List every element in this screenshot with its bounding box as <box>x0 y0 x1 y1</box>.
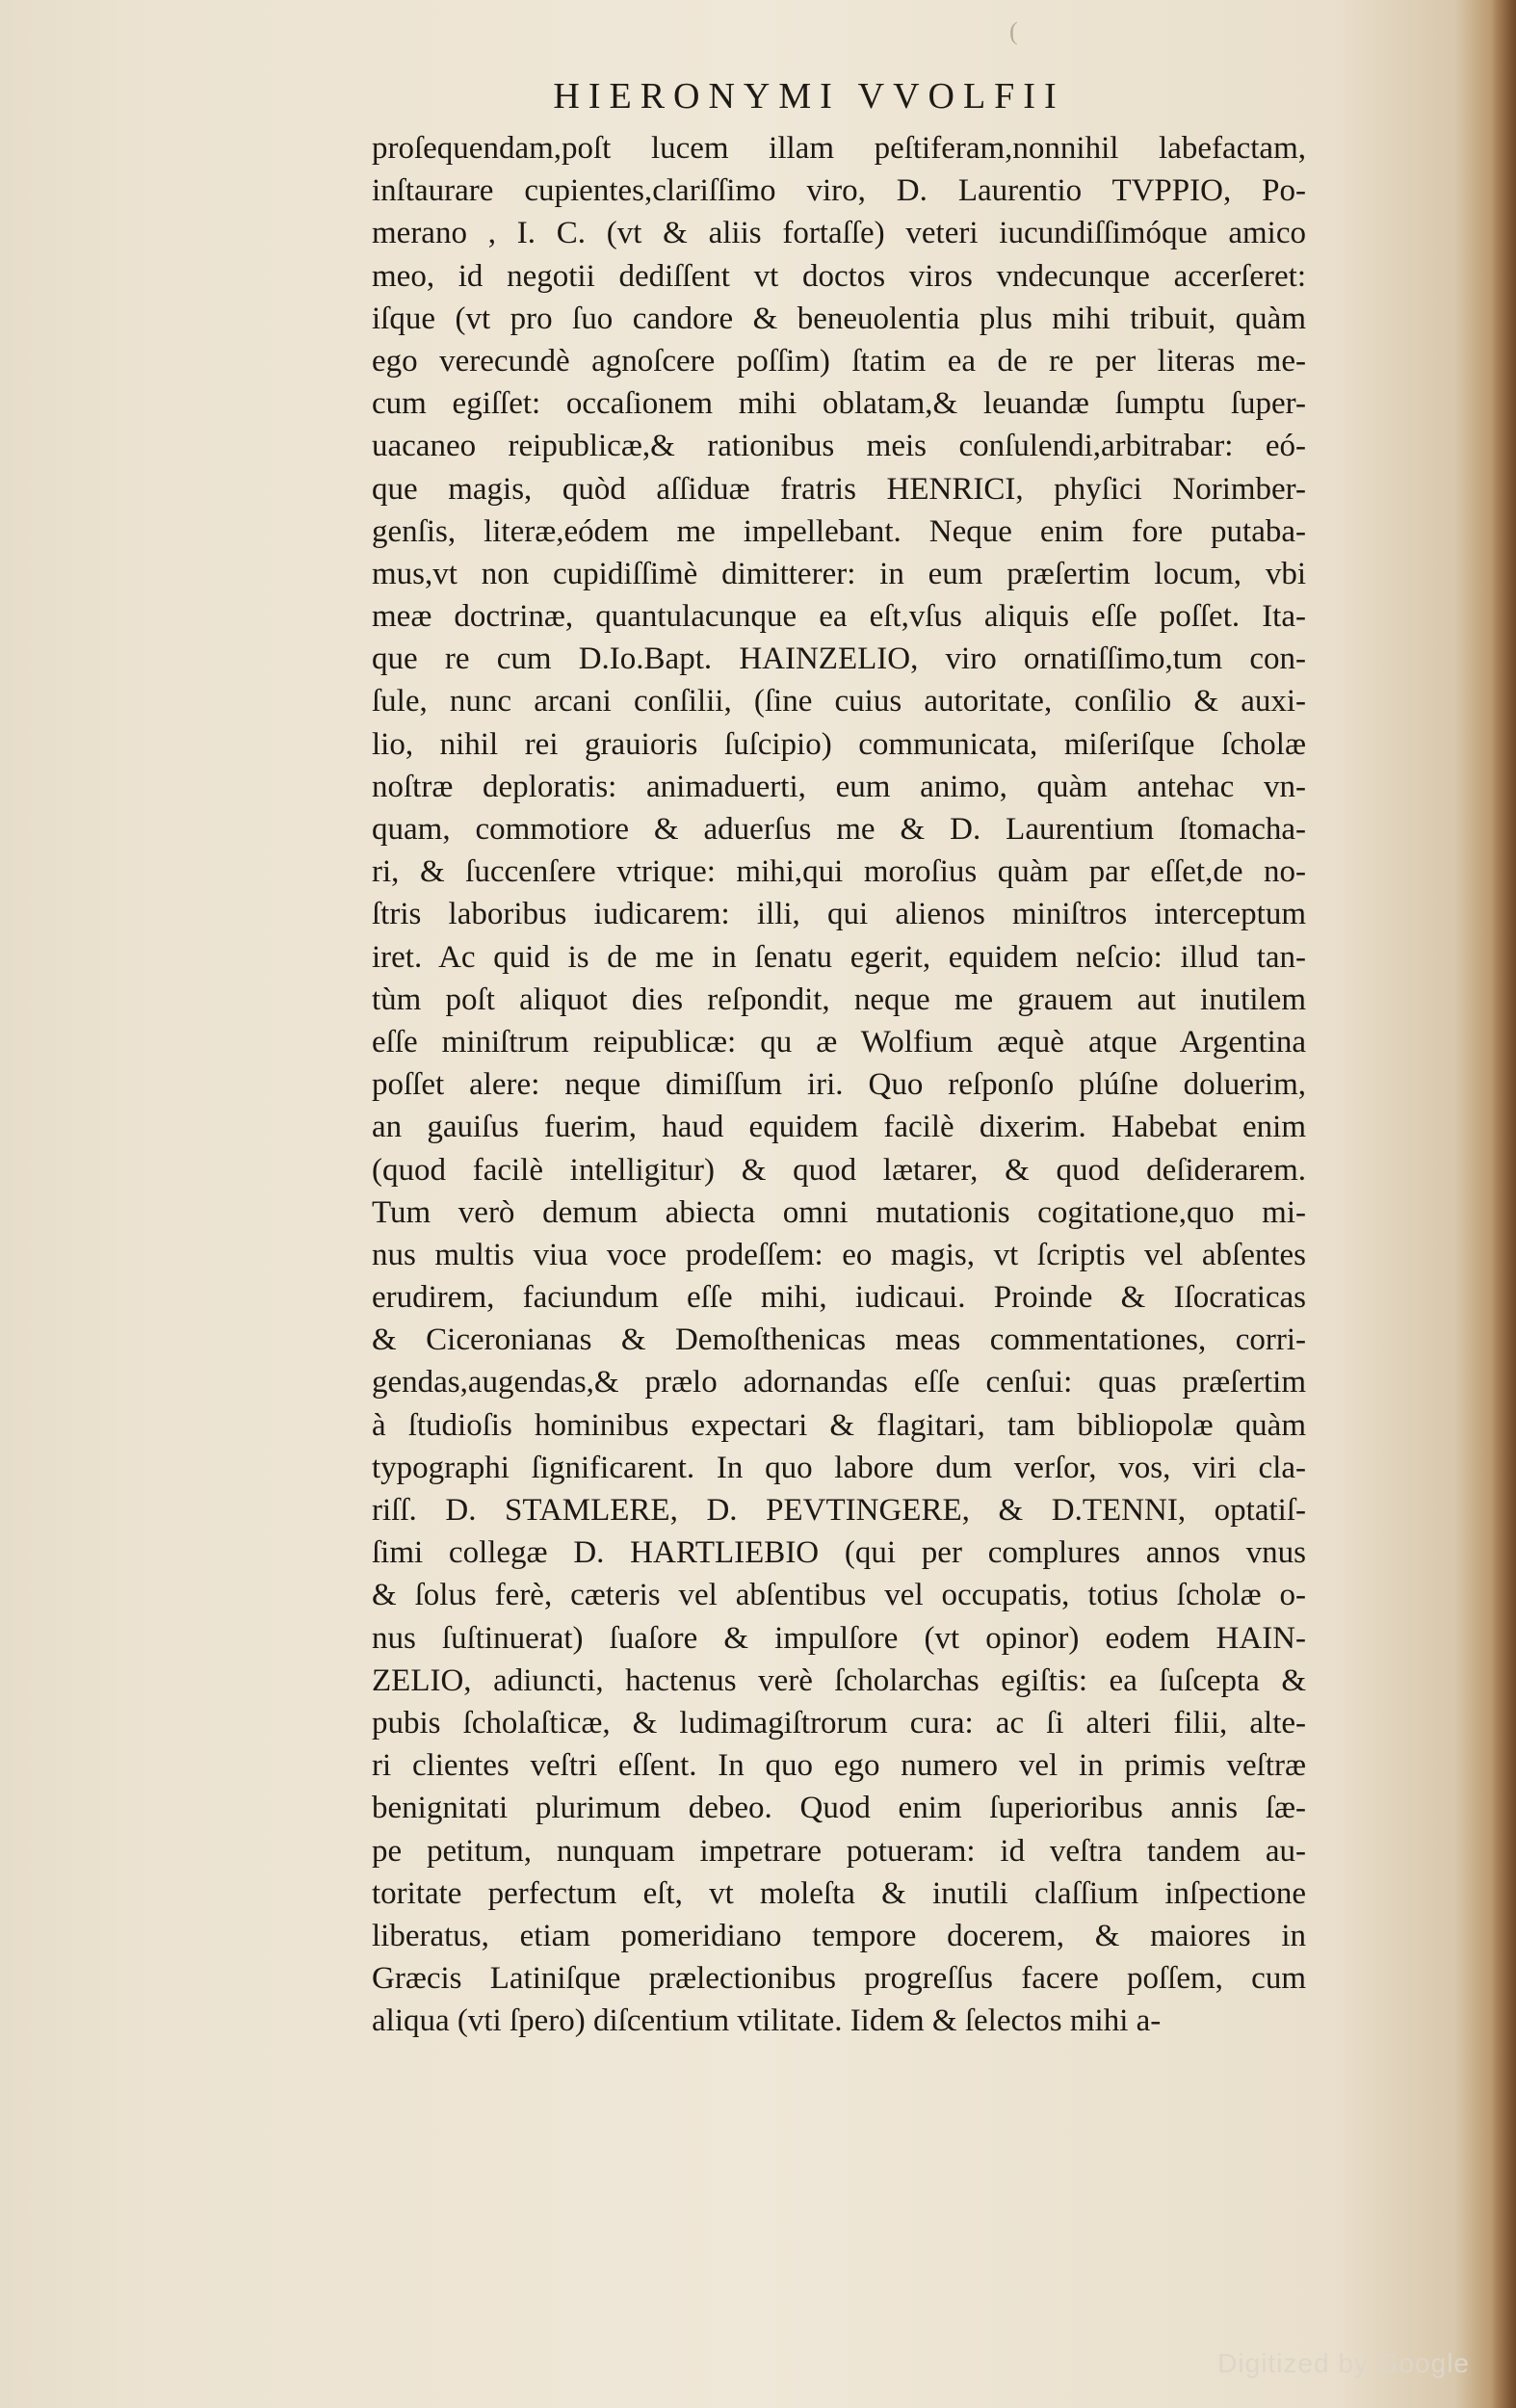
text-line: typographi ſignificarent. In quo labore dum verſor, vos, viri cla- <box>372 1450 1306 1485</box>
text-line: genſis, literæ,eódem me impellebant. Neque enim fore putaba- <box>372 513 1306 549</box>
text-line: meæ doctrinæ, quantulacunque ea eſt,vſus aliquis eſſe poſſet. Ita- <box>372 599 1306 635</box>
text-line: nus ſuſtinuerat) ſuaſore & impulſore (vt opinor) eodem HAIN- <box>372 1620 1306 1656</box>
text-line: an gauiſus fuerim, haud equidem facilè dixerim. Habebat enim <box>372 1110 1306 1145</box>
text-line: poſſet alere: neque dimiſſum iri. Quo reſponſo plúſne doluerim, <box>372 1067 1306 1103</box>
text-line: & Ciceronianas & Demoſthenicas meas commentationes, corri- <box>372 1322 1306 1358</box>
text-line: ZELIO, adiuncti, hactenus verè ſcholarchas egiſtis: ea ſuſcepta & <box>372 1662 1306 1698</box>
folio-mark: ( <box>1009 17 1018 45</box>
text-line: Tum verò demum abiecta omni mutationis cogitatione,quo mi- <box>372 1194 1306 1230</box>
text-line: à ſtudioſis hominibus expectari & flagitari, tam bibliopolæ quàm <box>372 1407 1306 1443</box>
text-line: que re cum D.Io.Bapt. HAINZELIO, viro ornatiſſimo,tum con- <box>372 641 1306 677</box>
text-line: mus,vt non cupidiſſimè dimitterer: in eum præſertim locum, vbi <box>372 556 1306 591</box>
text-line: que magis, quòd aſſiduæ fratris HENRICI, phyſici Norimber- <box>372 471 1306 507</box>
text-line: ri clientes veſtri eſſent. In quo ego numero vel in primis veſtræ <box>372 1748 1306 1784</box>
text-line: quam, commotiore & aduerſus me & D. Laurentium ſtomacha- <box>372 812 1306 847</box>
text-line: nus multis viua voce prodeſſem: eo magis, vt ſcriptis vel abſentes <box>372 1237 1306 1272</box>
text-line: Græcis Latiniſque prælectionibus progreſſus facere poſſem, cum <box>372 1961 1306 1997</box>
text-line: cum egiſſet: occaſionem mihi oblatam,& leuandæ ſumptu ſuper- <box>372 386 1306 422</box>
text-line: proſequendam,poſt lucem illam peſtiferam,nonnihil labefactam, <box>372 131 1306 166</box>
text-line: inſtaurare cupientes,clariſſimo viro, D. Laurentio TVPPIO, Po- <box>372 173 1306 209</box>
running-head: HIERONYMI VVOLFII <box>553 76 1065 117</box>
text-line: erudirem, faciundum eſſe mihi, iudicaui. Proinde & Iſocraticas <box>372 1280 1306 1316</box>
text-line: liberatus, etiam pomeridiano tempore docerem, & maiores in <box>372 1918 1306 1953</box>
text-line: uacaneo reipublicæ,& rationibus meis conſulendi,arbitrabar: eó- <box>372 429 1306 464</box>
text-line: ſimi collegæ D. HARTLIEBIO (qui per complures annos vnus <box>372 1535 1306 1571</box>
page-edge-shadow <box>1491 0 1516 2408</box>
text-line: ſtris laboribus iudicarem: illi, qui alienos miniſtros interceptum <box>372 897 1306 932</box>
text-line: & ſolus ferè, cæteris vel abſentibus vel occupatis, totius ſcholæ o- <box>372 1578 1306 1613</box>
text-line: ſule, nunc arcani conſilii, (ſine cuius autoritate, conſilio & auxi- <box>372 684 1306 720</box>
text-line: ri, & ſuccenſere vtrique: mihi,qui moroſius quàm par eſſet,de no- <box>372 854 1306 890</box>
text-line: noſtræ deploratis: animaduerti, eum animo, quàm antehac vn- <box>372 769 1306 804</box>
text-line: iret. Ac quid is de me in ſenatu egerit, equidem neſcio: illud tan- <box>372 939 1306 975</box>
text-line: (quod facilè intelligitur) & quod lætarer, & quod deſiderarem. <box>372 1152 1306 1188</box>
text-line: aliqua (vti ſpero) diſcentium vtilitate. Iidem & ſelectos mihi a- <box>372 2003 1162 2039</box>
text-line: pubis ſcholaſticæ, & ludimagiſtrorum cura: ac ſi alteri filii, alte- <box>372 1705 1306 1741</box>
text-line: eſſe miniſtrum reipublicæ: qu æ Wolfium æquè atque Argentina <box>372 1024 1306 1060</box>
text-line: lio, nihil rei grauioris ſuſcipio) communicata, miſeriſque ſcholæ <box>372 726 1306 762</box>
text-line: iſque (vt pro ſuo candore & beneuolentia plus mihi tribuit, quàm <box>372 301 1306 336</box>
digitized-watermark: Digitized by Google <box>1217 2348 1470 2378</box>
text-line: ego verecundè agnoſcere poſſim) ſtatim ea de re per literas me- <box>372 343 1306 379</box>
text-line: merano , I. C. (vt & aliis fortaſſe) veteri iucundiſſimóque amico <box>372 216 1306 251</box>
text-block <box>372 127 1306 2042</box>
text-line: gendas,augendas,& prælo adornandas eſſe cenſui: quas præſertim <box>372 1365 1306 1400</box>
text-line: riſſ. D. STAMLERE, D. PEVTINGERE, & D.TENNI, optatiſ- <box>372 1493 1306 1528</box>
text-line: pe petitum, nunquam impetrare potueram: id veſtra tandem au- <box>372 1833 1306 1869</box>
text-line: benignitati plurimum debeo. Quod enim ſuperioribus annis ſæ- <box>372 1791 1306 1826</box>
text-line: tùm poſt aliquot dies reſpondit, neque me grauem aut inutilem <box>372 982 1306 1017</box>
text-line: meo, id negotii dediſſent vt doctos viros vndecunque accerſeret: <box>372 258 1306 294</box>
text-line: toritate perfectum eſt, vt moleſta & inutili claſſium inſpectione <box>372 1875 1306 1911</box>
